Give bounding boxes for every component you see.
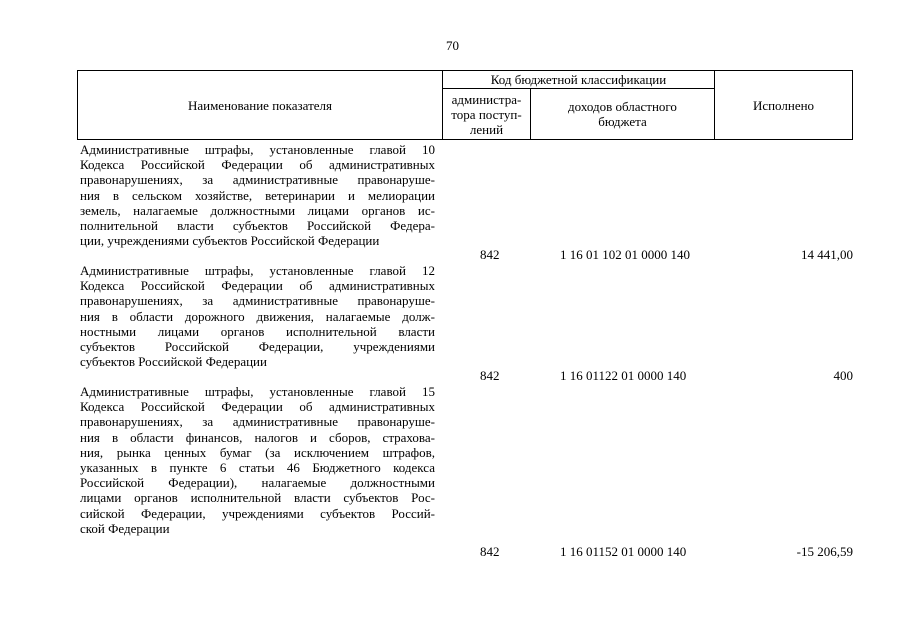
header-admin: администра- тора поступ- лений xyxy=(443,89,531,139)
description-line: Кодекса Российской Федерации об административных xyxy=(80,399,435,415)
description-line: ской Федерации xyxy=(80,520,170,536)
table-row xyxy=(80,384,853,559)
table-row xyxy=(80,263,853,383)
description-line: ния в области дорожного движения, налагаемые долж- xyxy=(80,308,435,324)
description-line: сийской Федерации, учреждениями субъектов Россий- xyxy=(80,505,435,521)
description-line: Административные штрафы, установленные главой 12 xyxy=(80,263,435,278)
description-line: ния в области финансов, налогов и сборов, страхова- xyxy=(80,429,435,445)
header-executed: Исполнено xyxy=(752,97,815,113)
description-line: правонарушениях, за административные правонаруше- xyxy=(80,172,435,188)
row-description xyxy=(80,142,435,248)
header-name: Наименование показателя xyxy=(78,71,443,139)
description-line: правонарушениях, за административные правонаруше- xyxy=(80,414,435,430)
row-budget-code: 1 16 01122 01 0000 140 xyxy=(560,367,687,383)
page-number: 70 xyxy=(446,38,459,53)
row-description xyxy=(80,384,435,536)
row-amount: -15 206,59 xyxy=(796,543,853,559)
description-line: Российской Федерации), налагаемые должностными xyxy=(80,475,435,491)
table-row xyxy=(80,142,853,262)
description-line: ции, учреждениями субъектов Российской Федерации xyxy=(80,233,380,249)
description-line: ния в сельском хозяйстве, ветеринарии и мелиорации xyxy=(80,187,435,203)
description-line: субъектов Российской Федерации, учреждениями xyxy=(80,339,435,355)
description-line: субъектов Российской Федерации xyxy=(80,354,267,370)
description-line: Кодекса Российской Федерации об административных xyxy=(80,157,435,173)
description-line: указанных в пункте 6 статьи 46 Бюджетного кодекса xyxy=(80,460,435,476)
row-budget-code: 1 16 01 102 01 0000 140 xyxy=(560,246,690,262)
description-line: правонарушениях, за административные правонаруше- xyxy=(80,293,435,309)
table-header xyxy=(77,70,853,140)
description-line: полнительной власти субъектов Российской Федера- xyxy=(80,218,435,234)
row-amount: 14 441,00 xyxy=(801,246,853,262)
header-income: доходов областного бюджета xyxy=(531,89,715,139)
row-admin-code: 842 xyxy=(480,367,500,383)
description-line: лицами органов исполнительной власти субъектов Рос- xyxy=(80,490,435,506)
description-line: земель, налагаемые должностными лицами органов ис- xyxy=(80,202,435,218)
description-line: Административные штрафы, установленные главой 15 xyxy=(80,384,435,399)
row-budget-code: 1 16 01152 01 0000 140 xyxy=(560,543,687,559)
description-line: ностными лицами органов исполнительной власти xyxy=(80,323,435,339)
row-amount: 400 xyxy=(833,367,853,383)
row-admin-code: 842 xyxy=(480,543,500,559)
row-description xyxy=(80,263,435,369)
row-admin-code: 842 xyxy=(480,246,500,262)
description-line: Кодекса Российской Федерации об административных xyxy=(80,278,435,294)
description-line: Административные штрафы, установленные главой 10 xyxy=(80,142,435,157)
header-code-group: Код бюджетной классификации xyxy=(443,71,715,89)
description-line: ния, рынка ценных бумаг (за исключением штрафов, xyxy=(80,444,435,460)
